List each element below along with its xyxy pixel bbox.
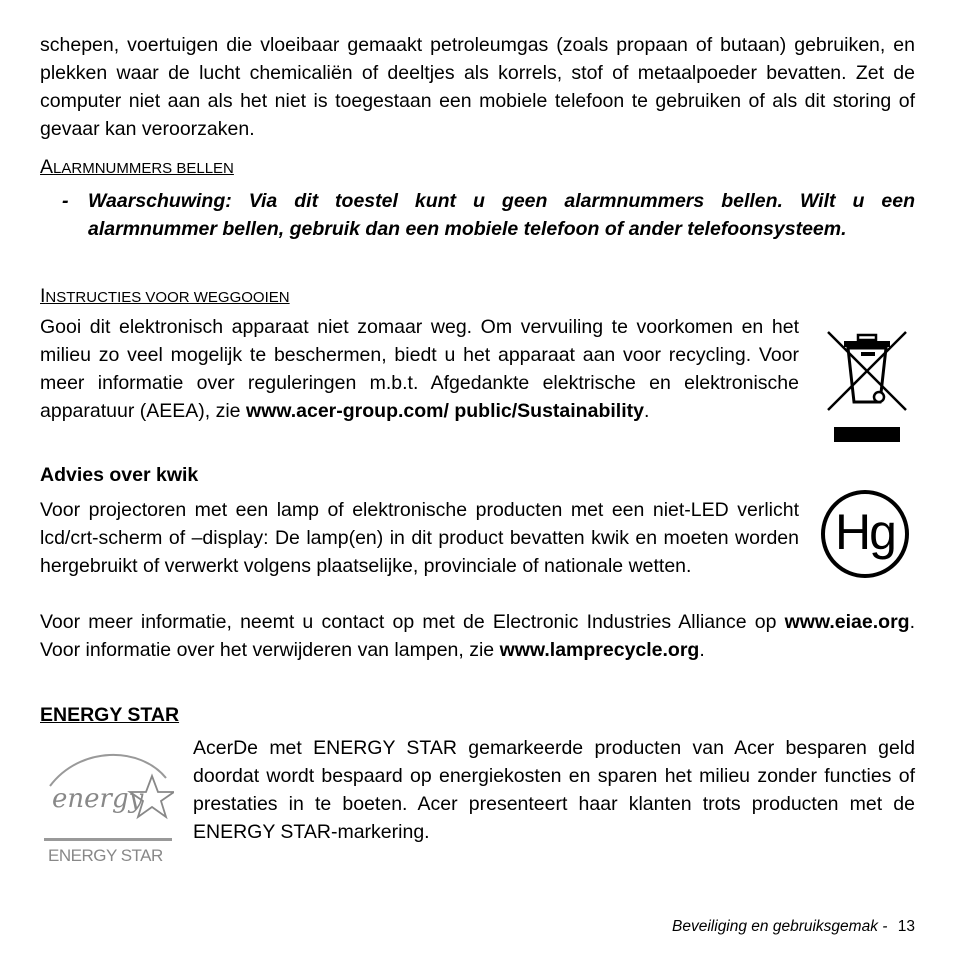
disposal-paragraph <box>40 313 799 425</box>
energy-script-text: energy <box>52 784 144 814</box>
disposal-period: . <box>643 400 650 422</box>
eiae-link[interactable]: www.eiae.org <box>784 611 910 633</box>
energy-star-logo-label: ENERGY STAR <box>48 846 163 865</box>
more-info-end: . <box>699 639 705 661</box>
more-info-mid: . Voor informatie over het verwijderen van lampen, zie <box>40 611 915 661</box>
page-footer <box>672 918 915 936</box>
mercury-heading: Advies over kwik <box>40 464 199 486</box>
disposal-heading-rest: NSTRUCTIES VOOR WEGGOOIEN <box>45 289 290 306</box>
energy-star-heading: ENERGY STAR <box>40 704 180 726</box>
mercury-paragraph: Voor projectoren met een lamp of elektronische producten met een niet-LED verlicht lcd/crt-scherm of –display: De lamp(en) in dit product bevatten kwik en moeten worden hergebruikt of verwerkt volgens plaatselijke, provinciale of nationale wetten. <box>40 499 799 577</box>
alarm-heading-initial: A <box>40 156 54 178</box>
footer-label: Beveiliging en gebruiksgemak - <box>672 918 888 935</box>
alarm-warning-block <box>40 187 915 243</box>
lamprecycle-link[interactable]: www.lamprecycle.org <box>499 639 700 661</box>
more-info-text: Voor meer informatie, neemt u contact op met de Electronic Industries Alliance op <box>40 611 785 633</box>
mercury-hg-icon <box>821 490 909 578</box>
energy-star-logo <box>40 748 174 868</box>
alarm-heading <box>40 156 234 179</box>
disposal-heading <box>40 285 290 308</box>
page-number: 13 <box>897 918 915 935</box>
disposal-text: Gooi dit elektronisch apparaat niet zomaar weg. Om vervuiling te voorkomen en het milieu zo veel mogelijk te beschermen, biedt u het apparaat aan voor recycling. Voor meer informatie over reguleringen m.b.t. Afgedankte elektrische en elektronische apparatuur (AEEA), zie <box>40 316 799 422</box>
weee-crossed-bin-icon <box>826 330 908 444</box>
disposal-link[interactable]: www.acer-group.com/ public/Sustainability <box>245 400 644 422</box>
energy-star-paragraph: AcerDe met ENERGY STAR gemarkeerde producten van Acer besparen geld doordat wordt bespaard op energiekosten en sparen het milieu zonder functies of prestaties in te boeten. Acer presenteert haar klanten trots producten met de ENERGY STAR-markering. <box>193 737 915 843</box>
intro-paragraph: schepen, voertuigen die vloeibaar gemaakt petroleumgas (zoals propaan of butaan) gebruiken, en plekken waar de lucht chemicaliën of deeltjes als korrels, stof of metaalpoeder bevatten. Zet de computer niet aan als het niet is toegestaan een mobiele telefoon te gebruiken of als dit storing of gevaar kan veroorzaken. <box>40 34 915 140</box>
mercury-more-info <box>40 608 915 664</box>
warning-dash: - <box>62 190 69 212</box>
hg-symbol: Hg <box>835 504 895 560</box>
disposal-heading-initial: I <box>40 285 46 307</box>
alarm-heading-rest: LARMNUMMERS BELLEN <box>53 160 234 177</box>
alarm-warning-text: Waarschuwing: Via dit toestel kunt u geen alarmnummers bellen. Wilt u een alarmnummer bellen, gebruik dan een mobiele telefoon of ander telefoonsysteem. <box>88 190 915 240</box>
